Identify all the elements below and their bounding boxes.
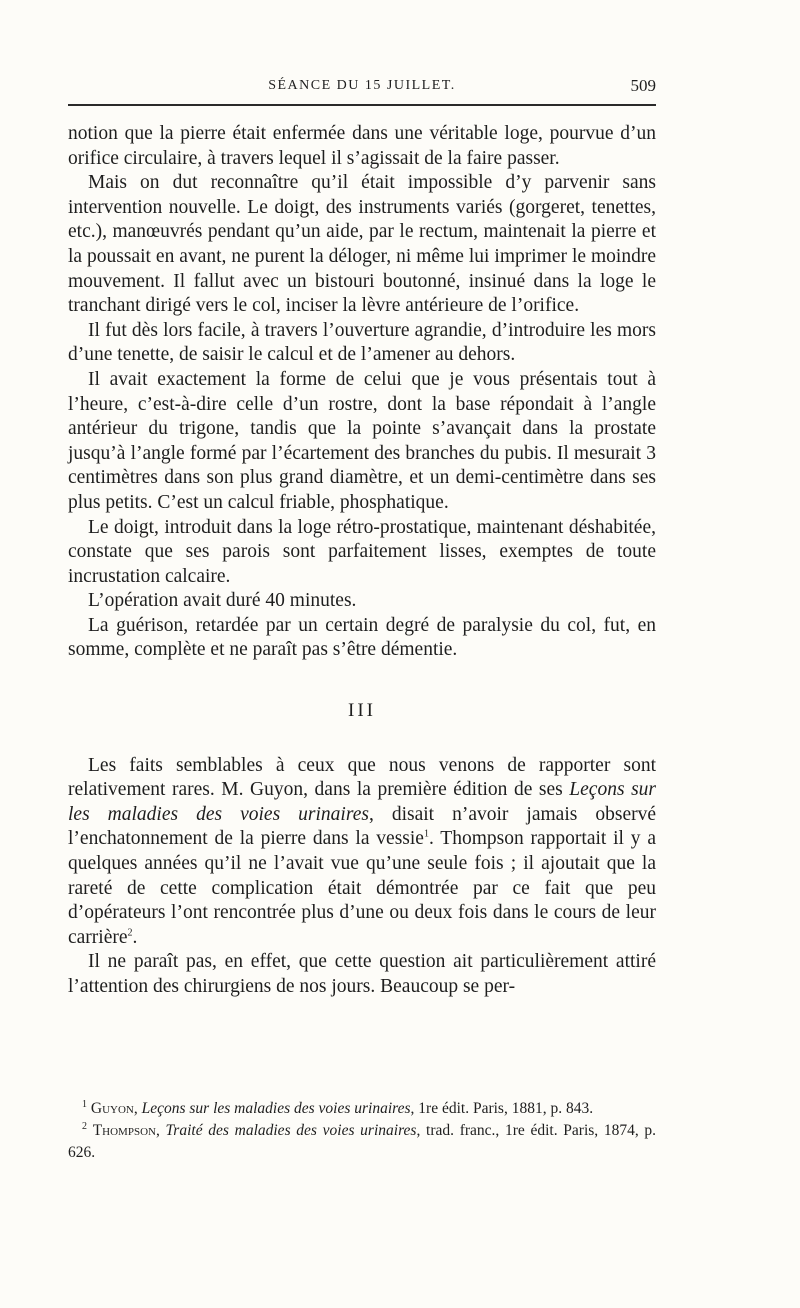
header-rule: [68, 104, 656, 106]
footnotes: [68, 1098, 656, 1164]
body-text: [68, 122, 656, 1000]
footnote-title: Leçons sur les maladies des voies urinaires: [141, 1100, 411, 1117]
footnote: $^1$ Guyon, Leçons sur les maladies des voies urinaires, 1re édit. Paris, 1881, p. 843.: [82, 1098, 594, 1117]
book-title: Leçons sur les maladies des voies urinaires: [68, 779, 657, 825]
section-title: III: [348, 700, 376, 722]
footnote-mark: 1: [82, 1098, 87, 1110]
footnote-edition: 1re: [504, 1122, 525, 1139]
footnote-ref: 1: [423, 828, 429, 840]
text-run: .: [132, 926, 138, 948]
running-header: [68, 76, 656, 100]
text-run: . Thompson rapportait il y a quelques années qu’il ne l’avait vue qu’une seule fois ; il ajoutait que la rareté de cette complication était démontrée par ce fait que peu d’opérateurs l’ont rencontrée plus d’une ou deux fois dans le cours de leur carrière: [68, 828, 656, 948]
paragraph: [68, 754, 656, 951]
footnote: $^2$ Thompson, Traité des maladies des voies urinaires, trad. franc., 1re édit. Paris, 1874, p. 626.: [68, 1120, 657, 1161]
footnote-author: Thompson: [92, 1122, 156, 1139]
paragraph: Il avait exactement la forme de celui que je vous présentais tout à l’heure, c’est-à-dire celle d’un rostre, dont la base répondait à l’angle antérieur du trigone, tandis que la pointe s’avançait dans la prostate jusqu’à l’angle formé par l’écartement des branches du pubis. Il mesurait 3 centimètres dans son plus grand diamètre, et un demi-centimètre dans ses plus petits. C’est un calcul friable, phosphatique.: [68, 368, 656, 513]
paragraph: L’opération avait duré 40 minutes.: [88, 590, 357, 612]
footnote-mark: 2: [82, 1120, 87, 1132]
paragraph: Il fut dès lors facile, à travers l’ouverture agrandie, d’introduire les mors d’une tenette, de saisir le calcul et de l’amener au dehors.: [68, 319, 656, 366]
footnote-author: Guyon: [90, 1100, 134, 1117]
paragraph: La guérison, retardée par un certain degré de paralysie du col, fut, en somme, complète et ne paraît pas s’être démentie.: [68, 614, 656, 661]
paragraph: Il ne paraît pas, en effet, que cette question ait particulièrement attiré l’attention des chirurgiens de nos jours. Beaucoup se per-: [68, 951, 656, 997]
footnote-rest: édit. Paris, 1881, p. 843.: [441, 1100, 594, 1117]
paragraph: notion que la pierre était enfermée dans une véritable loge, pourvue d’un orifice circulaire, à travers lequel il s’agissait de la faire passer.: [68, 123, 656, 169]
text-run: , disait n’avoir jamais observé l’enchatonnement de la pierre dans la vessie: [68, 803, 656, 850]
text-run: Les faits semblables à ceux que nous venons de rapporter sont relativement rares. M. Guyon, dans la première édition de ses: [68, 754, 656, 801]
running-title: SÉANCE DU 15 JUILLET.: [268, 78, 456, 93]
footnote-middle: trad. franc.,: [426, 1122, 500, 1139]
footnote-ref: 2: [127, 927, 133, 939]
paragraph: Le doigt, introduit dans la loge rétro-prostatique, maintenant déshabitée, constate que ses parois sont parfaitement lisses, exemptes de toute incrustation calcaire.: [68, 516, 656, 587]
paragraph: Mais on dut reconnaître qu’il était impossible d’y parvenir sans intervention nouvelle. Le doigt, des instruments variés (gorgeret, tenettes, etc.), manœuvrés pendant qu’un aide, par le rectum, maintenait la pierre et la poussait en avant, ne purent la déloger, ni même lui imprimer le moindre mouvement. Il fallut avec un bistouri boutonné, insinué dans la loge le tranchant dirigé vers le col, inciser la lèvre antérieure de l’orifice.: [68, 172, 656, 317]
footnote-rest: édit. Paris, 1874, p. 626.: [68, 1122, 657, 1161]
footnote-edition: 1re: [418, 1100, 439, 1117]
footnote-title: Traité des maladies des voies urinaires: [165, 1122, 417, 1139]
page-number: 509: [630, 76, 656, 95]
